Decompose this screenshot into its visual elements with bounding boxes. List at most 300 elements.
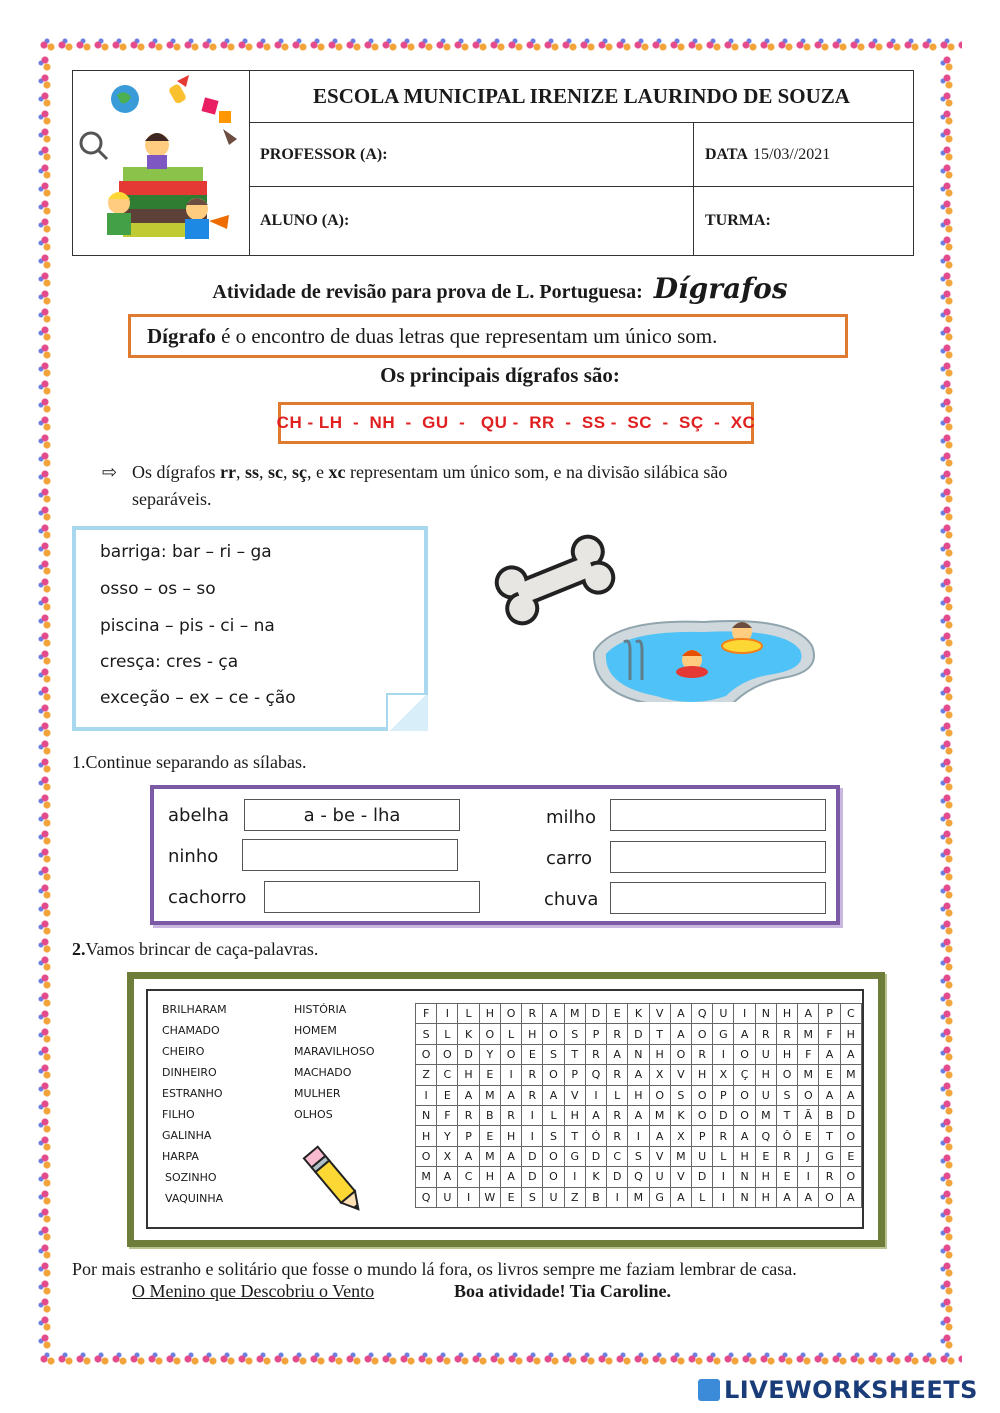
grid-cell[interactable]: Z: [416, 1065, 437, 1085]
definition-text: é o encontro de duas letras que representam um único som.: [215, 323, 718, 348]
grid-cell[interactable]: O: [416, 1146, 437, 1166]
decorative-border-right: [940, 54, 956, 1352]
grid-cell[interactable]: O: [692, 1085, 713, 1105]
activity-title-text: Atividade de revisão para prova de L. Portuguesa:: [212, 281, 643, 303]
grid-cell[interactable]: A: [437, 1167, 458, 1187]
page-fold-decoration: [386, 693, 428, 731]
word-list-col1: [162, 999, 227, 1209]
grid-cell[interactable]: T: [564, 1044, 585, 1064]
exercise-word: chuva: [544, 889, 599, 910]
grid-row: [416, 1024, 862, 1044]
grid-cell[interactable]: A: [628, 1065, 649, 1085]
grid-cell[interactable]: A: [798, 1004, 819, 1024]
grid-cell[interactable]: Ç: [734, 1065, 755, 1085]
syllable-example: piscina – pis - ci – na: [100, 616, 275, 636]
grid-cell[interactable]: E: [755, 1146, 776, 1166]
grid-cell[interactable]: E: [607, 1004, 628, 1024]
class-label: TURMA:: [705, 212, 771, 229]
grid-cell[interactable]: H: [500, 1126, 521, 1146]
professor-label: PROFESSOR (A):: [250, 123, 694, 186]
grid-cell[interactable]: D: [522, 1167, 543, 1187]
grid-cell[interactable]: A: [840, 1044, 861, 1064]
grid-cell[interactable]: A: [607, 1044, 628, 1064]
grid-cell[interactable]: M: [798, 1065, 819, 1085]
school-illustration: [73, 71, 250, 255]
grid-cell[interactable]: Q: [416, 1187, 437, 1207]
grid-cell[interactable]: V: [670, 1065, 691, 1085]
grid-cell[interactable]: E: [776, 1167, 797, 1187]
syllable-example: osso – os – so: [100, 579, 216, 599]
grid-cell[interactable]: H: [755, 1187, 776, 1207]
grid-cell[interactable]: M: [670, 1146, 691, 1166]
word-list-item: GALINHA: [162, 1129, 212, 1142]
syllable-exercise-frame: [150, 785, 840, 925]
date-label: DATA: [705, 145, 748, 163]
word-list-item: OLHOS: [294, 1108, 333, 1121]
word-list-item: HISTÓRIA: [294, 1003, 347, 1016]
school-name: ESCOLA MUNICIPAL IRENIZE LAURINDO DE SOUZA: [250, 71, 913, 123]
grid-cell[interactable]: W: [479, 1187, 500, 1207]
grid-cell[interactable]: C: [840, 1004, 861, 1024]
grid-cell[interactable]: E: [840, 1146, 861, 1166]
grid-cell[interactable]: A: [734, 1024, 755, 1044]
grid-cell[interactable]: A: [840, 1085, 861, 1105]
word-list-item: HARPA: [162, 1150, 199, 1163]
word-list-item: CHEIRO: [162, 1045, 205, 1058]
grid-cell[interactable]: Ô: [776, 1126, 797, 1146]
grid-cell[interactable]: R: [607, 1024, 628, 1044]
grid-cell[interactable]: T: [819, 1126, 840, 1146]
grid-cell[interactable]: H: [479, 1004, 500, 1024]
grid-cell[interactable]: H: [628, 1085, 649, 1105]
definition-term: Dígrafo: [147, 323, 216, 348]
grid-cell[interactable]: E: [437, 1085, 458, 1105]
activity-title: [0, 272, 1000, 305]
question-2-text: Vamos brincar de caça-palavras.: [85, 939, 319, 959]
date-value: 15/03//2021: [752, 145, 831, 163]
grid-cell[interactable]: U: [437, 1187, 458, 1207]
digraph-note: [104, 459, 744, 513]
grid-cell[interactable]: R: [776, 1024, 797, 1044]
grid-cell[interactable]: E: [819, 1065, 840, 1085]
grid-cell[interactable]: N: [755, 1004, 776, 1024]
answer-field-carro[interactable]: [610, 841, 826, 873]
grid-cell[interactable]: I: [713, 1167, 734, 1187]
grid-cell[interactable]: S: [564, 1024, 585, 1044]
grid-cell[interactable]: R: [607, 1105, 628, 1125]
grid-cell[interactable]: U: [692, 1146, 713, 1166]
grid-cell[interactable]: L: [500, 1024, 521, 1044]
grid-cell[interactable]: M: [479, 1085, 500, 1105]
grid-cell[interactable]: A: [776, 1187, 797, 1207]
grid-cell[interactable]: O: [500, 1044, 521, 1064]
grid-cell[interactable]: R: [607, 1065, 628, 1085]
grid-cell[interactable]: I: [713, 1187, 734, 1207]
grid-cell[interactable]: G: [649, 1187, 670, 1207]
grid-cell[interactable]: D: [607, 1167, 628, 1187]
grid-cell[interactable]: U: [543, 1187, 564, 1207]
grid-row: [416, 1065, 862, 1085]
grid-cell[interactable]: R: [819, 1167, 840, 1187]
grid-row: [416, 1146, 862, 1166]
word-search-grid: [415, 1003, 862, 1208]
header-table: [72, 70, 914, 256]
grid-cell[interactable]: D: [585, 1146, 606, 1166]
farewell-text: Boa atividade! Tia Caroline.: [454, 1281, 672, 1301]
grid-cell[interactable]: D: [628, 1024, 649, 1044]
answer-field-ninho[interactable]: [242, 839, 458, 871]
grid-cell[interactable]: B: [479, 1105, 500, 1125]
grid-cell[interactable]: M: [649, 1105, 670, 1125]
grid-cell[interactable]: A: [819, 1044, 840, 1064]
word-list-item: HOMEM: [294, 1024, 337, 1037]
exercise-word: milho: [546, 807, 596, 828]
grid-cell[interactable]: I: [607, 1187, 628, 1207]
grid-cell[interactable]: V: [649, 1004, 670, 1024]
grid-cell[interactable]: F: [437, 1105, 458, 1125]
grid-cell[interactable]: I: [500, 1065, 521, 1085]
grid-cell[interactable]: H: [416, 1126, 437, 1146]
grid-cell[interactable]: Q: [628, 1167, 649, 1187]
word-list-col2: [294, 999, 375, 1125]
grid-cell[interactable]: I: [798, 1167, 819, 1187]
grid-cell[interactable]: Q: [585, 1065, 606, 1085]
quote-text: Por mais estranho e solitário que fosse o mundo lá fora, os livros sempre me faziam lembrar de casa.: [72, 1259, 797, 1279]
grid-cell[interactable]: C: [437, 1065, 458, 1085]
grid-cell[interactable]: O: [543, 1167, 564, 1187]
grid-cell[interactable]: O: [649, 1085, 670, 1105]
grid-cell[interactable]: A: [458, 1085, 479, 1105]
grid-cell[interactable]: P: [819, 1004, 840, 1024]
grid-cell[interactable]: A: [628, 1105, 649, 1125]
grid-cell[interactable]: Ó: [585, 1126, 606, 1146]
answer-field-chuva[interactable]: [610, 882, 826, 914]
grid-cell[interactable]: A: [798, 1187, 819, 1207]
grid-cell[interactable]: N: [628, 1044, 649, 1064]
grid-cell[interactable]: F: [416, 1004, 437, 1024]
decorative-border-top: [38, 38, 962, 54]
grid-cell[interactable]: P: [585, 1024, 606, 1044]
word-list-item: FILHO: [162, 1108, 195, 1121]
grid-cell[interactable]: G: [564, 1146, 585, 1166]
grid-cell[interactable]: F: [819, 1024, 840, 1044]
grid-cell[interactable]: I: [734, 1004, 755, 1024]
grid-cell[interactable]: O: [692, 1024, 713, 1044]
grid-cell[interactable]: H: [776, 1004, 797, 1024]
grid-cell[interactable]: P: [564, 1065, 585, 1085]
grid-cell[interactable]: H: [776, 1044, 797, 1064]
answer-field-abelha[interactable]: a - be - lha: [244, 799, 460, 831]
grid-cell[interactable]: S: [522, 1187, 543, 1207]
header-row-student: [250, 187, 913, 255]
word-list-item: DINHEIRO: [162, 1066, 217, 1079]
pool-illustration: [584, 612, 820, 702]
grid-cell[interactable]: T: [776, 1105, 797, 1125]
grid-cell[interactable]: L: [543, 1105, 564, 1125]
grid-cell[interactable]: F: [798, 1044, 819, 1064]
grid-row: [416, 1167, 862, 1187]
grid-cell[interactable]: O: [479, 1024, 500, 1044]
grid-cell[interactable]: G: [713, 1024, 734, 1044]
grid-cell[interactable]: R: [755, 1024, 776, 1044]
grid-cell[interactable]: L: [437, 1024, 458, 1044]
grid-cell[interactable]: K: [628, 1004, 649, 1024]
grid-cell[interactable]: M: [755, 1105, 776, 1125]
grid-cell[interactable]: I: [522, 1105, 543, 1125]
definition-box: [128, 314, 848, 358]
syllable-example: cresça: cres - ça: [100, 652, 239, 672]
grid-cell[interactable]: M: [840, 1065, 861, 1085]
grid-cell[interactable]: O: [543, 1024, 564, 1044]
grid-cell[interactable]: S: [543, 1044, 564, 1064]
answer-field-milho[interactable]: [610, 799, 826, 831]
grid-cell[interactable]: A: [670, 1187, 691, 1207]
header-row-teacher: [250, 123, 913, 187]
grid-cell[interactable]: A: [500, 1146, 521, 1166]
grid-cell[interactable]: I: [458, 1187, 479, 1207]
grid-cell[interactable]: H: [479, 1167, 500, 1187]
grid-cell[interactable]: A: [458, 1146, 479, 1166]
grid-cell[interactable]: O: [819, 1187, 840, 1207]
grid-cell[interactable]: J: [798, 1146, 819, 1166]
grid-cell[interactable]: E: [479, 1126, 500, 1146]
grid-cell[interactable]: M: [798, 1024, 819, 1044]
grid-cell[interactable]: D: [585, 1004, 606, 1024]
class-cell: [695, 187, 913, 255]
grid-cell[interactable]: M: [564, 1004, 585, 1024]
question-2-prompt: [72, 939, 318, 960]
grid-cell[interactable]: O: [416, 1044, 437, 1064]
grid-cell[interactable]: B: [819, 1105, 840, 1125]
grid-cell[interactable]: H: [755, 1167, 776, 1187]
decorative-border-left: [38, 54, 54, 1352]
grid-cell[interactable]: A: [734, 1126, 755, 1146]
grid-cell[interactable]: O: [437, 1044, 458, 1064]
grid-cell[interactable]: I: [628, 1126, 649, 1146]
grid-cell[interactable]: D: [840, 1105, 861, 1125]
syllable-example: exceção – ex – ce - ção: [100, 688, 296, 708]
grid-cell[interactable]: A: [585, 1105, 606, 1125]
question-1-prompt: 1.Continue separando as sílabas.: [72, 752, 307, 772]
grid-cell[interactable]: M: [628, 1187, 649, 1207]
grid-cell[interactable]: V: [670, 1167, 691, 1187]
grid-cell[interactable]: R: [522, 1004, 543, 1024]
student-label: ALUNO (A):: [250, 187, 694, 255]
grid-cell[interactable]: X: [437, 1146, 458, 1166]
grid-cell[interactable]: O: [734, 1085, 755, 1105]
word-list-item: MULHER: [294, 1087, 341, 1100]
grid-row: [416, 1105, 862, 1125]
grid-cell[interactable]: A: [543, 1085, 564, 1105]
grid-cell[interactable]: K: [458, 1024, 479, 1044]
syllable-example: barriga: bar – ri – ga: [100, 542, 272, 562]
grid-cell[interactable]: Y: [437, 1126, 458, 1146]
grid-cell[interactable]: Y: [479, 1044, 500, 1064]
grid-cell[interactable]: S: [628, 1146, 649, 1166]
grid-cell[interactable]: Q: [692, 1004, 713, 1024]
grid-cell[interactable]: U: [649, 1167, 670, 1187]
grid-cell[interactable]: U: [755, 1044, 776, 1064]
note-text: Os dígrafos rr, ss, sc, sç, e xc representam um único som, e na divisão silábica são separáveis.: [132, 462, 728, 509]
grid-cell[interactable]: I: [437, 1004, 458, 1024]
grid-cell[interactable]: A: [840, 1187, 861, 1207]
liveworksheets-icon: [698, 1379, 720, 1401]
exercise-word: carro: [546, 848, 593, 869]
grid-cell[interactable]: B: [585, 1187, 606, 1207]
grid-cell[interactable]: U: [755, 1085, 776, 1105]
grid-cell[interactable]: R: [692, 1044, 713, 1064]
grid-cell[interactable]: O: [734, 1044, 755, 1064]
word-list-item: ESTRANHO: [162, 1087, 223, 1100]
grid-cell[interactable]: O: [798, 1085, 819, 1105]
decorative-border-bottom: [38, 1352, 962, 1368]
grid-cell[interactable]: H: [564, 1105, 585, 1125]
grid-row: [416, 1004, 862, 1024]
grid-cell[interactable]: O: [543, 1146, 564, 1166]
exercise-word: ninho: [168, 846, 219, 867]
grid-cell[interactable]: N: [416, 1105, 437, 1125]
grid-cell[interactable]: D: [458, 1044, 479, 1064]
grid-cell[interactable]: R: [458, 1105, 479, 1125]
grid-cell[interactable]: A: [500, 1167, 521, 1187]
digraphs-list: CH - LH - NH - GU - QU - RR - SS - SC - SÇ - XC: [276, 413, 756, 432]
grid-cell[interactable]: V: [649, 1146, 670, 1166]
grid-cell[interactable]: S: [670, 1085, 691, 1105]
activity-topic: Dígrafos: [653, 272, 788, 305]
grid-cell[interactable]: L: [713, 1146, 734, 1166]
grid-cell[interactable]: C: [607, 1146, 628, 1166]
grid-cell[interactable]: T: [564, 1126, 585, 1146]
grid-cell[interactable]: I: [713, 1044, 734, 1064]
grid-cell[interactable]: R: [585, 1044, 606, 1064]
grid-cell[interactable]: R: [607, 1126, 628, 1146]
grid-cell[interactable]: O: [840, 1126, 861, 1146]
grid-row: [416, 1044, 862, 1064]
grid-cell[interactable]: R: [522, 1085, 543, 1105]
question-2-number: 2.: [72, 939, 86, 959]
grid-cell[interactable]: R: [500, 1105, 521, 1125]
grid-cell[interactable]: M: [479, 1146, 500, 1166]
word-list-item: BRILHARAM: [162, 1003, 227, 1016]
grid-cell[interactable]: R: [713, 1126, 734, 1146]
grid-cell[interactable]: I: [585, 1085, 606, 1105]
grid-cell[interactable]: S: [543, 1126, 564, 1146]
grid-cell[interactable]: O: [776, 1065, 797, 1085]
date-cell: [695, 123, 913, 186]
grid-row: [416, 1085, 862, 1105]
grid-cell[interactable]: O: [500, 1004, 521, 1024]
grid-cell[interactable]: O: [670, 1044, 691, 1064]
principais-title: Os principais dígrafos são:: [380, 363, 620, 387]
grid-row: [416, 1126, 862, 1146]
exercise-word: abelha: [168, 805, 229, 826]
grid-cell[interactable]: A: [543, 1004, 564, 1024]
grid-cell[interactable]: A: [819, 1085, 840, 1105]
grid-cell[interactable]: X: [713, 1065, 734, 1085]
grid-cell[interactable]: E: [500, 1187, 521, 1207]
grid-cell[interactable]: H: [840, 1024, 861, 1044]
liveworksheets-logo: [698, 1376, 978, 1404]
grid-cell[interactable]: H: [734, 1146, 755, 1166]
grid-cell[interactable]: K: [670, 1105, 691, 1125]
grid-cell[interactable]: L: [607, 1085, 628, 1105]
grid-cell[interactable]: Ã: [798, 1105, 819, 1125]
grid-cell[interactable]: E: [479, 1065, 500, 1085]
grid-cell[interactable]: L: [692, 1187, 713, 1207]
grid-cell[interactable]: Q: [755, 1126, 776, 1146]
grid-cell[interactable]: N: [734, 1187, 755, 1207]
grid-cell[interactable]: D: [522, 1146, 543, 1166]
word-search-panel: [146, 989, 864, 1229]
grid-cell[interactable]: H: [458, 1065, 479, 1085]
grid-cell[interactable]: P: [692, 1126, 713, 1146]
word-list-item: MARAVILHOSO: [294, 1045, 375, 1058]
grid-cell[interactable]: A: [649, 1126, 670, 1146]
word-list-item: MACHADO: [294, 1066, 352, 1079]
word-list-item: VAQUINHA: [165, 1192, 224, 1205]
word-search-frame: [127, 972, 885, 1247]
grid-cell[interactable]: G: [819, 1146, 840, 1166]
book-title: O Menino que Descobriu o Vento: [132, 1281, 375, 1301]
grid-cell[interactable]: N: [734, 1167, 755, 1187]
grid-cell[interactable]: U: [713, 1004, 734, 1024]
grid-cell[interactable]: D: [692, 1167, 713, 1187]
grid-cell[interactable]: L: [458, 1004, 479, 1024]
arrow-icon: ⇨: [102, 462, 118, 482]
grid-cell[interactable]: R: [522, 1065, 543, 1085]
grid-cell[interactable]: O: [734, 1105, 755, 1125]
grid-cell[interactable]: A: [670, 1024, 691, 1044]
grid-cell[interactable]: P: [458, 1126, 479, 1146]
grid-cell[interactable]: I: [564, 1167, 585, 1187]
grid-cell[interactable]: H: [649, 1044, 670, 1064]
grid-cell[interactable]: A: [670, 1004, 691, 1024]
grid-cell[interactable]: X: [649, 1065, 670, 1085]
grid-cell[interactable]: I: [416, 1085, 437, 1105]
grid-cell[interactable]: O: [543, 1065, 564, 1085]
grid-cell[interactable]: R: [776, 1146, 797, 1166]
answer-field-cachorro[interactable]: [264, 881, 480, 913]
grid-cell[interactable]: H: [522, 1024, 543, 1044]
grid-cell[interactable]: A: [500, 1085, 521, 1105]
grid-cell[interactable]: S: [416, 1024, 437, 1044]
grid-cell[interactable]: E: [522, 1044, 543, 1064]
grid-cell[interactable]: I: [522, 1126, 543, 1146]
digraphs-box: [278, 402, 754, 444]
grid-cell[interactable]: H: [755, 1065, 776, 1085]
pencil-icon: [296, 1141, 376, 1221]
grid-cell[interactable]: Z: [564, 1187, 585, 1207]
grid-cell[interactable]: S: [776, 1085, 797, 1105]
liveworksheets-wordmark: LIVEWORKSHEETS: [724, 1376, 978, 1404]
grid-cell[interactable]: K: [585, 1167, 606, 1187]
grid-cell[interactable]: M: [416, 1167, 437, 1187]
syllable-examples-card: [72, 526, 428, 731]
grid-cell[interactable]: D: [713, 1105, 734, 1125]
grid-cell[interactable]: H: [692, 1065, 713, 1085]
grid-cell[interactable]: X: [670, 1126, 691, 1146]
word-list-item: CHAMADO: [162, 1024, 220, 1037]
word-list-item: SOZINHO: [165, 1171, 217, 1184]
grid-cell[interactable]: C: [458, 1167, 479, 1187]
grid-cell[interactable]: V: [564, 1085, 585, 1105]
grid-row: [416, 1187, 862, 1207]
grid-cell[interactable]: T: [649, 1024, 670, 1044]
grid-cell[interactable]: P: [713, 1085, 734, 1105]
grid-cell[interactable]: O: [692, 1105, 713, 1125]
grid-cell[interactable]: E: [798, 1126, 819, 1146]
grid-cell[interactable]: O: [840, 1167, 861, 1187]
